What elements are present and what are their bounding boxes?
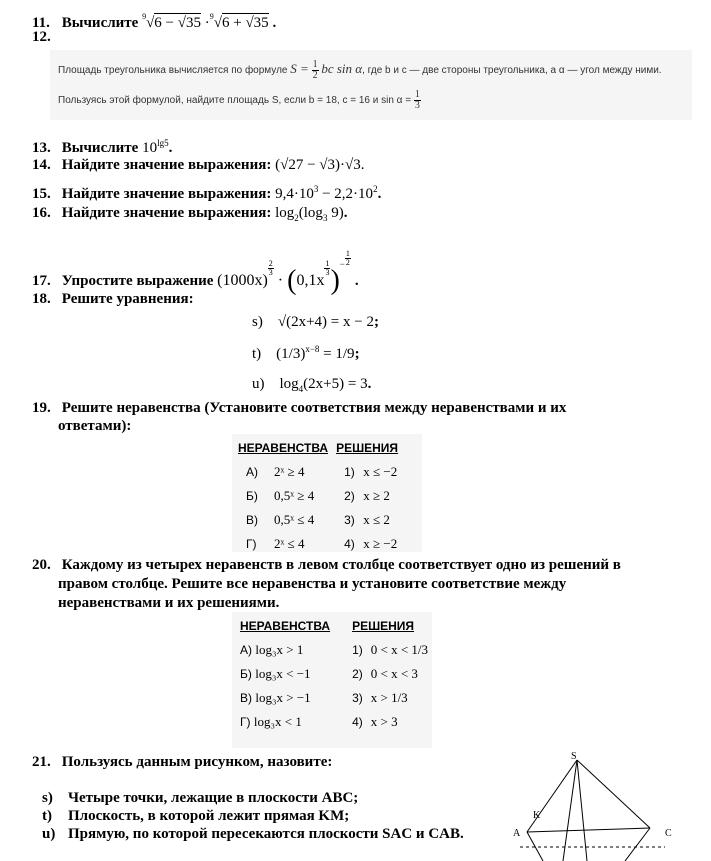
question-11: 11. Вычислите $^9$√6 − √35 ·$^9$√6 + √35 .: [32, 12, 277, 31]
edge-CB: [625, 828, 650, 861]
question-number: 12.: [32, 29, 51, 45]
question-label: Вычислите: [61, 15, 139, 31]
question-14: [32, 156, 365, 174]
question-16: 16. Найдите значение выражения: $\log_2(\log_3$ 9).: [32, 205, 348, 223]
question-13: 13. Вычислите $10^{lg5}$.: [32, 138, 173, 156]
table-row: А) log₃x > 1 1) 0 < x < 1/3: [240, 642, 429, 657]
edge-SA: [527, 760, 577, 832]
question-number: 17.: [32, 273, 51, 289]
expression: $9,4\cdot 10^3 - 2,2\cdot 10^2$: [275, 184, 378, 202]
question-label: Найдите значение выражения:: [61, 157, 272, 173]
table-row: В) 0,5ˣ ≤ 4 3) x ≤ 2: [246, 512, 390, 527]
question-12: [32, 28, 58, 46]
q21-item-s: s) Четыре точки, лежащие в плоскости ABC;: [42, 790, 359, 806]
question-number: 21.: [32, 754, 51, 770]
q19-table: НЕРАВЕНСТВА РЕШЕНИЯ А) 2ˣ ≥ 4 1) x ≤ −2 Б) 0,5ˣ ≥ 4 2) x ≥ 2 В) 0,5ˣ ≤ 4 3) x ≤ 2 Г) 2ˣ ≤ 4 4) x ≥ −2: [234, 436, 402, 556]
expression: (1000x) $\frac{2}{3}$ · (0,1x $\frac{1}{3}$ )− $\frac{1}{2}$: [217, 249, 350, 296]
table-row: Б) 0,5ˣ ≥ 4 2) x ≥ 2: [246, 488, 390, 503]
q12-line1: Площадь треугольника вычисляется по формуле S = $\frac{1}{2}$ bc sin α, где b и c — две стороны треугольника, а α — угол между ними.: [58, 59, 662, 81]
question-number: 18.: [32, 291, 51, 307]
table-row: В) log₃x > −1 3) x > 1/3: [240, 690, 408, 705]
edge-SB: [563, 760, 577, 861]
question-20: 20. Каждому из четырех неравенств в левом столбце соответствует одно из решений в: [32, 557, 621, 573]
question-19-cont: ответами):: [58, 418, 132, 434]
question-label: Решите неравенства (Установите соответствия между неравенствами и их: [61, 400, 567, 416]
q20-table: НЕРАВЕНСТВА РЕШЕНИЯ А) log₃x > 1 1) 0 < x < 1/3 Б) log₃x < −1 2) 0 < x < 3 В) log₃x > −1 3) x > 1/3 Г) log₃x < 1 4) x > 3: [236, 614, 432, 734]
q21-item-u: u) Прямую, по которой пересекаются плоскости SAC и CAB.: [42, 826, 464, 842]
q12-line2: Пользуясь этой формулой, найдите площадь S, если b = 18, c = 16 и sin α = $\frac{1}{3}$: [58, 89, 420, 111]
label-C: C: [665, 828, 672, 839]
expression: $\log_2(\log_3$ 9): [275, 205, 344, 223]
question-label: Найдите значение выражения:: [61, 205, 272, 221]
pyramid-figure: [505, 748, 705, 861]
question-label: Решите уравнения:: [61, 291, 194, 307]
q12-image-box: [50, 50, 692, 120]
question-number: 16.: [32, 205, 51, 221]
question-21: 21. Пользуясь данным рисунком, назовите:: [32, 754, 333, 770]
question-label: Вычислите: [61, 140, 139, 156]
question-20-line2: правом столбце. Решите все неравенства и установите соответствие между: [58, 576, 567, 592]
expression: $^9$√6 − √35 ·$^9$√6 + √35: [142, 12, 269, 31]
question-18: [32, 290, 194, 308]
question-17: 17. Упростите выражение (1000x) $\frac{2}{3}$ · (0,1x $\frac{1}{3}$ )− $\frac{1}{2}$ .: [32, 249, 359, 296]
question-number: 19.: [32, 400, 51, 416]
label-K: K: [533, 810, 541, 821]
question-label: Найдите значение выражения:: [61, 186, 272, 202]
edge-SM: [577, 760, 587, 861]
question-number: 14.: [32, 157, 51, 173]
question-number: 15.: [32, 186, 51, 202]
q18-item-t: t) $(1/3)^{x-8} = 1/9$;: [252, 344, 360, 362]
question-number: 11.: [32, 15, 50, 31]
question-20-line3: неравенствами и их решениями.: [58, 595, 280, 611]
question-number: 20.: [32, 557, 51, 573]
question-15: 15. Найдите значение выражения: $9,4\cdot 10^3 - 2,2\cdot 10^2$.: [32, 184, 382, 202]
table-row: А) 2ˣ ≥ 4 1) x ≤ −2: [246, 464, 398, 479]
label-S: S: [571, 751, 577, 762]
expression: (√27 − √3)·√3.: [275, 157, 365, 173]
q18-item-u: u) $\log_4(2x+5) = 3$.: [252, 376, 372, 394]
question-19: [32, 399, 566, 417]
edge-AC: [527, 828, 650, 832]
q20-table-box: [232, 612, 432, 748]
q19-table-box: [232, 434, 422, 552]
q18-item-s: s) √(2x+4) = x − 2;: [252, 314, 379, 330]
question-number: 13.: [32, 140, 51, 156]
table-row: Г) 2ˣ ≤ 4 4) x ≥ −2: [246, 536, 398, 551]
question-label: Упростите выражение: [61, 273, 214, 289]
label-A: A: [513, 828, 521, 839]
table-row: Г) log₃x < 1 4) x > 3: [240, 714, 398, 729]
edge-SC: [577, 760, 650, 828]
table-row: Б) log₃x < −1 2) 0 < x < 3: [240, 666, 418, 681]
q21-item-t: t) Плоскость, в которой лежит прямая KM;: [42, 808, 350, 824]
